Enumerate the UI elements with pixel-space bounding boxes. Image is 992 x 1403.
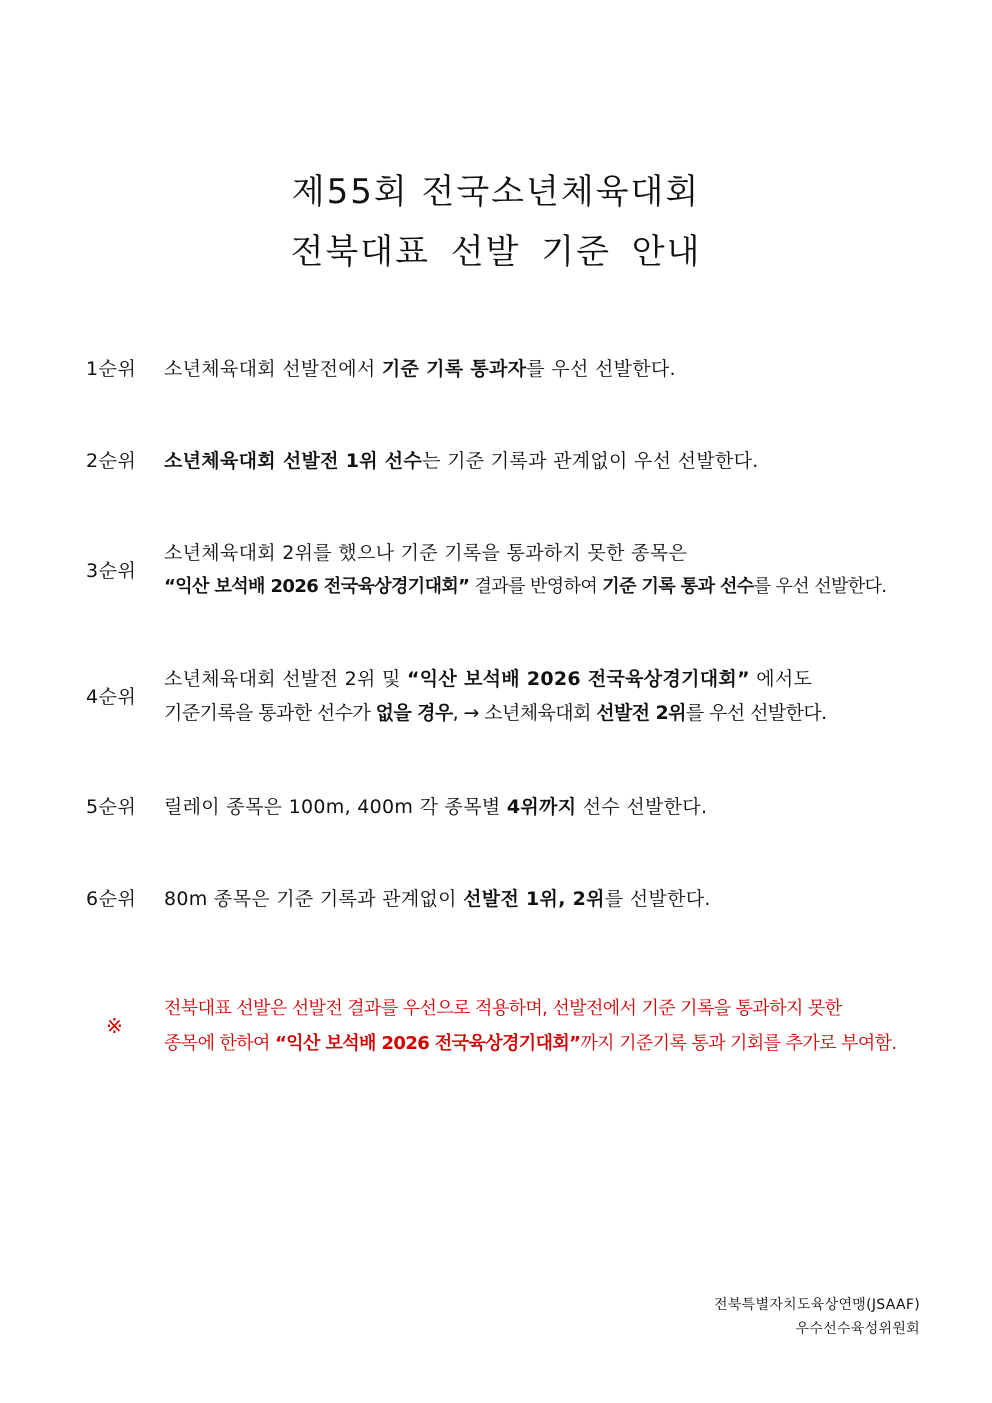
rank-label: 4순위: [86, 686, 137, 708]
rank-label: 1순위: [86, 358, 137, 380]
text-part: 를 우선 선발한다.: [685, 702, 827, 724]
text-part-bold: “익산 보석배 2026 전국육상경기대회”: [274, 1033, 581, 1054]
text-part: 를 우선 선발한다.: [526, 358, 676, 380]
criterion-text: [164, 792, 707, 819]
text-part: 소년체육대회 2위를 했으나 기준 기록을 통과하지 못한 종목은: [164, 542, 688, 564]
criterion-text-line-1: [164, 538, 687, 565]
text-part: 는 기준 기록과 관계없이 우선 선발한다.: [422, 450, 759, 472]
text-part: 릴레이 종목은 100m, 400m 각 종목별: [164, 796, 507, 818]
criterion-text-line-2: [164, 572, 887, 598]
notice-line-2: [164, 1029, 897, 1055]
text-part-bold: 선발전 1위, 2위: [463, 888, 605, 910]
title-line-2: 전북대표 선발 기준 안내: [290, 232, 702, 272]
text-part: 기준기록을 통과한 선수가: [164, 702, 376, 724]
text-part-bold: 4위까지: [506, 796, 577, 818]
criterion-text: [164, 354, 676, 381]
title-line-1: 제55회 전국소년체육대회: [291, 172, 701, 212]
rank-label: 6순위: [86, 888, 137, 910]
footer-organization: 전북특별자치도육상연맹(JSAAF): [714, 1297, 920, 1313]
text-part-bold: 소년체육대회 선발전 1위 선수: [164, 450, 423, 472]
text-part: , → 소년체육대회: [452, 702, 597, 724]
text-part: 에서도: [749, 668, 813, 690]
criterion-text: [164, 446, 759, 473]
text-part: 전북대표 선발은 선발전 결과를 우선으로 적용하며, 선발전에서 기준 기록을 통과하지 못한: [164, 998, 842, 1019]
text-part: 를 선발한다.: [604, 888, 711, 910]
rank-label: 3순위: [86, 560, 137, 582]
rank-label: 5순위: [86, 796, 137, 818]
rank-label: 2순위: [86, 450, 137, 472]
text-part-bold: 선발전 2위: [596, 702, 686, 724]
criterion-text: [164, 884, 711, 911]
text-part-bold: 기준 기록 통과 선수: [602, 576, 754, 597]
criterion-text-line-1: [164, 664, 812, 691]
text-part: 결과를 반영하여: [469, 576, 603, 597]
text-part: 를 우선 선발한다.: [753, 576, 887, 597]
text-part-bold: “익산 보석배 2026 전국육상경기대회”: [164, 576, 470, 597]
text-part-bold: “익산 보석배 2026 전국육상경기대회”: [406, 668, 750, 690]
text-part: 종목에 한하여: [164, 1033, 275, 1054]
footer-committee: 우수선수육성위원회: [795, 1321, 920, 1337]
notice-line-1: [164, 994, 842, 1020]
text-part: 선수 선발한다.: [576, 796, 708, 818]
reference-mark-icon: ※: [106, 1014, 123, 1038]
text-part: 소년체육대회 선발전 2위 및: [164, 668, 407, 690]
text-part: 소년체육대회 선발전에서: [164, 358, 382, 380]
criterion-text-line-2: [164, 698, 827, 725]
text-part-bold: 없을 경우: [375, 702, 453, 724]
text-part-bold: 기준 기록 통과자: [381, 358, 527, 380]
text-part: 까지 기준기록 통과 기회를 추가로 부여함.: [580, 1033, 897, 1054]
text-part: 80m 종목은 기준 기록과 관계없이: [164, 888, 464, 910]
